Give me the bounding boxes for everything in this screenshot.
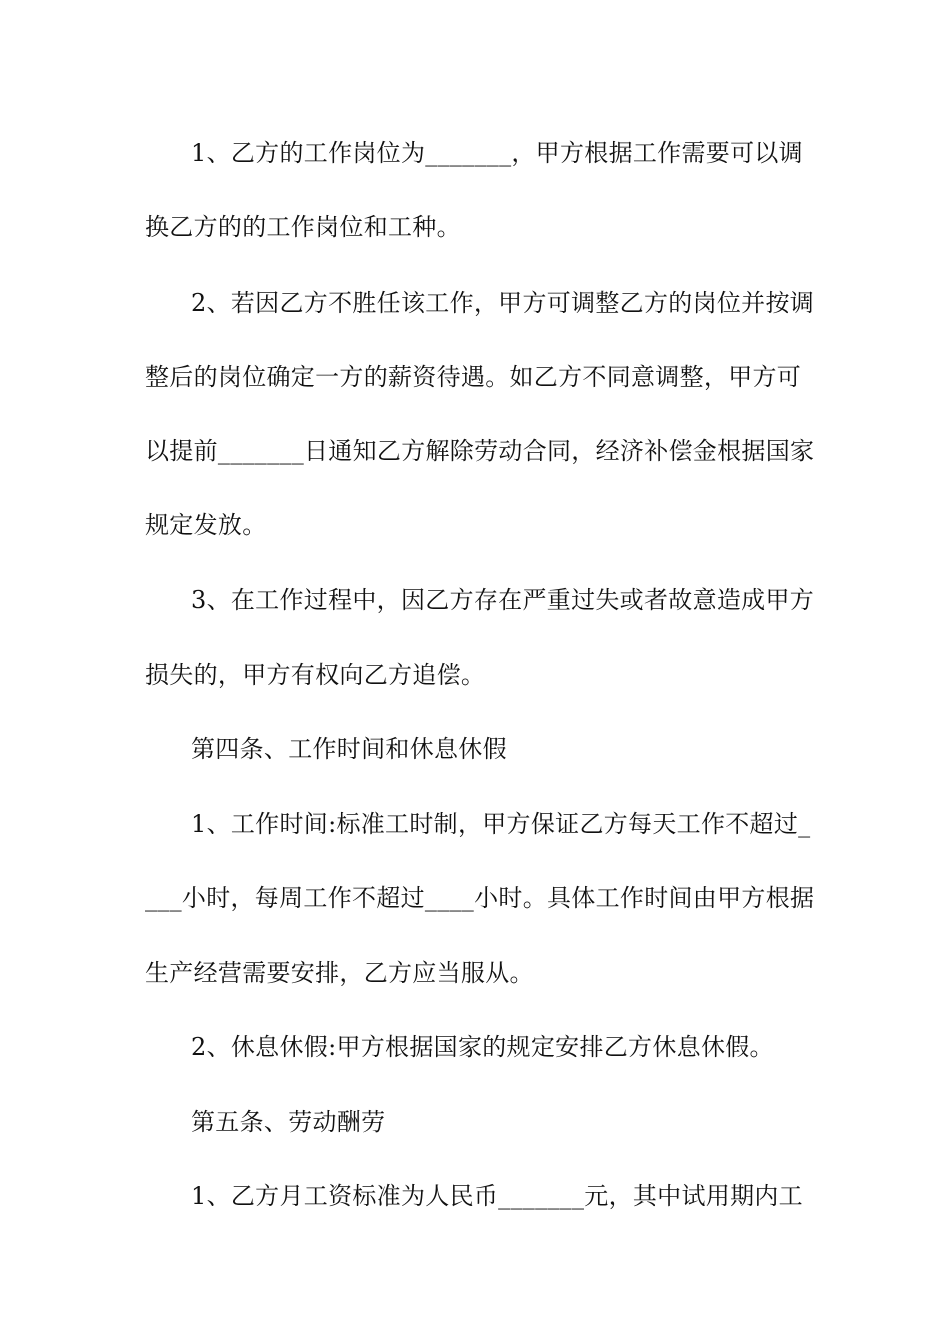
text-line: 换乙方的的工作岗位和工种。 <box>145 213 461 241</box>
text-line: 损失的，甲方有权向乙方追偿。 <box>145 661 486 689</box>
text-line: 2、若因乙方不胜任该工作，甲方可调整乙方的岗位并按调 <box>191 289 815 317</box>
text-line: 1、工作时间:标准工时制，甲方保证乙方每天工作不超过_ <box>191 810 811 838</box>
text-line: 整后的岗位确定一方的薪资待遇。如乙方不同意调整，甲方可 <box>145 363 802 391</box>
text-line: 以提前_______日通知乙方解除劳动合同，经济补偿金根据国家 <box>145 437 815 465</box>
text-line: 3、在工作过程中，因乙方存在严重过失或者故意造成甲方 <box>191 586 815 614</box>
text-line: 1、乙方月工资标准为人民币_______元，其中试用期内工 <box>191 1182 803 1210</box>
text-line: 生产经营需要安排，乙方应当服从。 <box>145 959 534 987</box>
text-line: ___小时，每周工作不超过____小时。具体工作时间由甲方根据 <box>145 884 815 912</box>
text-line: 2、休息休假:甲方根据国家的规定安排乙方休息休假。 <box>191 1033 774 1061</box>
text-line: 1、乙方的工作岗位为_______，甲方根据工作需要可以调 <box>191 139 803 167</box>
text-line: 规定发放。 <box>145 511 267 539</box>
section-heading: 第五条、劳动酬劳 <box>191 1108 386 1136</box>
section-heading: 第四条、工作时间和休息休假 <box>191 735 507 763</box>
